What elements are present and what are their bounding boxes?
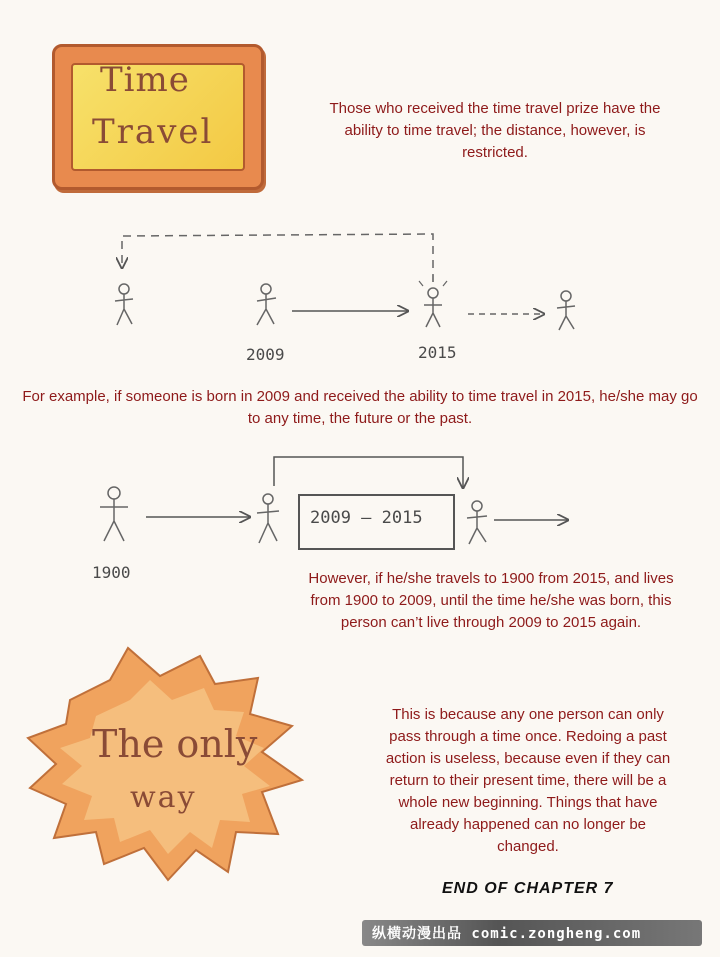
publisher-banner xyxy=(362,920,702,946)
year-past-label: 1900 xyxy=(92,563,131,582)
however-caption: However, if he/she travels to 1900 from 2015, and lives from 1900 to 2009, until the time he/she was born, this person can’t live through 2009 to 2015 again. xyxy=(308,570,674,631)
blocked-period-box xyxy=(298,494,455,550)
stick-figure-before-gap xyxy=(257,494,279,543)
publisher-banner-text: 纵横动漫出品 comic.zongheng.com xyxy=(372,926,642,942)
stick-figure-2015 xyxy=(419,275,447,327)
year-prize-label: 2015 xyxy=(418,343,457,362)
stick-figure-after-gap xyxy=(467,501,487,544)
end-of-chapter: END OF CHAPTER 7 xyxy=(442,880,614,897)
because-caption: This is because any one person can only pass through a time once. Redoing a past action is useless, because even if they can return to their present time, there will be a whole new beginning. Things that have already happened can no longer be changed. xyxy=(385,706,671,855)
burst-line1: The only xyxy=(92,722,258,766)
stick-figure-2009 xyxy=(257,284,276,325)
skip-arrow xyxy=(274,457,463,488)
stick-figure-future xyxy=(557,291,575,330)
blocked-period-label: 2009 – 2015 xyxy=(310,508,423,528)
burst-line2: way xyxy=(130,780,197,815)
dashed-return-arrow xyxy=(122,234,433,282)
year-birth-label: 2009 xyxy=(246,345,285,364)
stick-figure-1900 xyxy=(100,487,128,541)
stick-figure-past xyxy=(115,284,133,325)
sign-title-line2: Travel xyxy=(92,112,214,152)
example-caption: For example, if someone is born in 2009 and received the ability to time travel in 2015, he/she may go to any time, the future or the past. xyxy=(22,388,698,427)
sign-title-line1: Time xyxy=(100,60,190,100)
intro-caption: Those who received the time travel prize have the ability to time travel; the distance, however, is restricted. xyxy=(329,100,661,161)
